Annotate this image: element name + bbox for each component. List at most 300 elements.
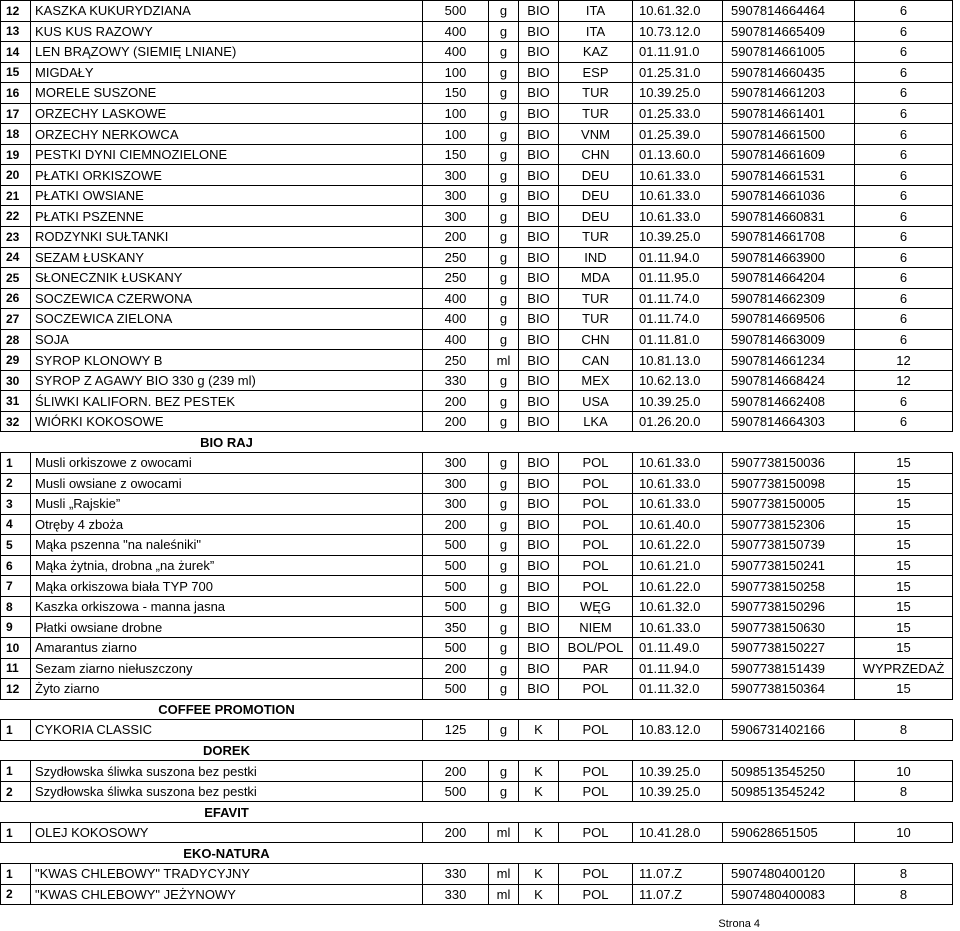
certification-cell: BIO bbox=[519, 42, 559, 63]
pack-size-cell: 15 bbox=[855, 494, 953, 515]
quantity-cell: 200 bbox=[423, 391, 489, 412]
row-number-cell: 22 bbox=[1, 206, 31, 227]
table-row bbox=[1, 863, 953, 884]
unit-cell: g bbox=[489, 309, 519, 330]
row-number-cell: 12 bbox=[1, 1, 31, 22]
row-number-cell: 27 bbox=[1, 309, 31, 330]
ean-code-cell: 5098513545250 bbox=[723, 761, 855, 782]
unit-cell: g bbox=[489, 329, 519, 350]
quantity-cell: 200 bbox=[423, 227, 489, 248]
product-name-cell: Żyto ziarno bbox=[31, 679, 423, 700]
pack-size-cell: 8 bbox=[855, 863, 953, 884]
table-row bbox=[1, 720, 953, 741]
certification-cell: BIO bbox=[519, 617, 559, 638]
pack-size-cell: WYPRZEDAŻ bbox=[855, 658, 953, 679]
ean-code-cell: 5907814661500 bbox=[723, 124, 855, 145]
ean-code-cell: 5907480400083 bbox=[723, 884, 855, 905]
row-number-cell: 9 bbox=[1, 617, 31, 638]
pkwiu-code-cell: 10.39.25.0 bbox=[633, 227, 723, 248]
section-header-row bbox=[1, 699, 953, 720]
pack-size-cell: 12 bbox=[855, 370, 953, 391]
quantity-cell: 300 bbox=[423, 453, 489, 474]
row-number-cell: 26 bbox=[1, 288, 31, 309]
country-code-cell: POL bbox=[559, 863, 633, 884]
country-code-cell: DEU bbox=[559, 165, 633, 186]
row-number-cell: 19 bbox=[1, 144, 31, 165]
unit-cell: g bbox=[489, 268, 519, 289]
product-name-cell: LEN BRĄZOWY (SIEMIĘ LNIANE) bbox=[31, 42, 423, 63]
unit-cell: g bbox=[489, 21, 519, 42]
pack-size-cell: 10 bbox=[855, 822, 953, 843]
pack-size-cell: 6 bbox=[855, 411, 953, 432]
table-row bbox=[1, 370, 953, 391]
table-row bbox=[1, 391, 953, 412]
certification-cell: BIO bbox=[519, 679, 559, 700]
table-row bbox=[1, 761, 953, 782]
country-code-cell: POL bbox=[559, 576, 633, 597]
pack-size-cell: 15 bbox=[855, 617, 953, 638]
row-number-cell: 11 bbox=[1, 658, 31, 679]
quantity-cell: 330 bbox=[423, 370, 489, 391]
ean-code-cell: 5907814661234 bbox=[723, 350, 855, 371]
pack-size-cell: 6 bbox=[855, 1, 953, 22]
pack-size-cell: 6 bbox=[855, 206, 953, 227]
certification-cell: K bbox=[519, 822, 559, 843]
certification-cell: BIO bbox=[519, 124, 559, 145]
row-number-cell: 1 bbox=[1, 863, 31, 884]
quantity-cell: 250 bbox=[423, 247, 489, 268]
quantity-cell: 500 bbox=[423, 576, 489, 597]
row-number-cell: 2 bbox=[1, 884, 31, 905]
pkwiu-code-cell: 10.61.40.0 bbox=[633, 514, 723, 535]
pkwiu-code-cell: 10.81.13.0 bbox=[633, 350, 723, 371]
table-row bbox=[1, 165, 953, 186]
pkwiu-code-cell: 01.11.91.0 bbox=[633, 42, 723, 63]
section-header-row bbox=[1, 740, 953, 761]
unit-cell: g bbox=[489, 206, 519, 227]
row-number-cell: 4 bbox=[1, 514, 31, 535]
country-code-cell: POL bbox=[559, 514, 633, 535]
certification-cell: BIO bbox=[519, 453, 559, 474]
pkwiu-code-cell: 10.61.33.0 bbox=[633, 453, 723, 474]
table-row bbox=[1, 411, 953, 432]
product-name-cell: SOJA bbox=[31, 329, 423, 350]
pack-size-cell: 15 bbox=[855, 555, 953, 576]
ean-code-cell: 5907814660435 bbox=[723, 62, 855, 83]
pkwiu-code-cell: 10.61.33.0 bbox=[633, 185, 723, 206]
section-header-row bbox=[1, 802, 953, 823]
row-number-cell: 8 bbox=[1, 596, 31, 617]
pack-size-cell: 6 bbox=[855, 288, 953, 309]
country-code-cell: ITA bbox=[559, 1, 633, 22]
unit-cell: ml bbox=[489, 822, 519, 843]
pack-size-cell: 15 bbox=[855, 596, 953, 617]
section-title: DOREK bbox=[203, 742, 250, 758]
table-row bbox=[1, 781, 953, 802]
unit-cell: g bbox=[489, 124, 519, 145]
pkwiu-code-cell: 10.41.28.0 bbox=[633, 822, 723, 843]
pkwiu-code-cell: 01.11.32.0 bbox=[633, 679, 723, 700]
table-row bbox=[1, 247, 953, 268]
unit-cell: g bbox=[489, 144, 519, 165]
country-code-cell: KAZ bbox=[559, 42, 633, 63]
unit-cell: g bbox=[489, 514, 519, 535]
product-name-cell: Musli owsiane z owocami bbox=[31, 473, 423, 494]
unit-cell: g bbox=[489, 555, 519, 576]
pkwiu-code-cell: 01.11.95.0 bbox=[633, 268, 723, 289]
table-row bbox=[1, 62, 953, 83]
ean-code-cell: 5907814661036 bbox=[723, 185, 855, 206]
pkwiu-code-cell: 10.39.25.0 bbox=[633, 391, 723, 412]
ean-code-cell: 5907814661005 bbox=[723, 42, 855, 63]
quantity-cell: 400 bbox=[423, 42, 489, 63]
table-row bbox=[1, 185, 953, 206]
certification-cell: BIO bbox=[519, 21, 559, 42]
pack-size-cell: 6 bbox=[855, 185, 953, 206]
pack-size-cell: 6 bbox=[855, 144, 953, 165]
country-code-cell: LKA bbox=[559, 411, 633, 432]
ean-code-cell: 5907814664303 bbox=[723, 411, 855, 432]
certification-cell: BIO bbox=[519, 206, 559, 227]
unit-cell: ml bbox=[489, 350, 519, 371]
certification-cell: BIO bbox=[519, 1, 559, 22]
product-name-cell: ORZECHY NERKOWCA bbox=[31, 124, 423, 145]
product-name-cell: Płatki owsiane drobne bbox=[31, 617, 423, 638]
pack-size-cell: 6 bbox=[855, 62, 953, 83]
product-name-cell: ORZECHY LASKOWE bbox=[31, 103, 423, 124]
section-spacer bbox=[1, 699, 31, 720]
section-spacer bbox=[1, 802, 31, 823]
product-name-cell: KASZKA KUKURYDZIANA bbox=[31, 1, 423, 22]
table-row bbox=[1, 144, 953, 165]
certification-cell: BIO bbox=[519, 185, 559, 206]
unit-cell: g bbox=[489, 247, 519, 268]
ean-code-cell: 5907814661609 bbox=[723, 144, 855, 165]
page-number: Strona 4 bbox=[718, 918, 760, 930]
unit-cell: g bbox=[489, 227, 519, 248]
quantity-cell: 400 bbox=[423, 21, 489, 42]
ean-code-cell: 5907814668424 bbox=[723, 370, 855, 391]
pack-size-cell: 6 bbox=[855, 391, 953, 412]
country-code-cell: IND bbox=[559, 247, 633, 268]
table-row bbox=[1, 329, 953, 350]
row-number-cell: 25 bbox=[1, 268, 31, 289]
country-code-cell: ESP bbox=[559, 62, 633, 83]
unit-cell: g bbox=[489, 658, 519, 679]
unit-cell: g bbox=[489, 411, 519, 432]
ean-code-cell: 5098513545242 bbox=[723, 781, 855, 802]
ean-code-cell: 5907738150630 bbox=[723, 617, 855, 638]
product-name-cell: Amarantus ziarno bbox=[31, 637, 423, 658]
pack-size-cell: 6 bbox=[855, 103, 953, 124]
pkwiu-code-cell: 10.61.33.0 bbox=[633, 206, 723, 227]
certification-cell: BIO bbox=[519, 391, 559, 412]
ean-code-cell: 5907814665409 bbox=[723, 21, 855, 42]
pkwiu-code-cell: 10.61.33.0 bbox=[633, 494, 723, 515]
ean-code-cell: 5907738150005 bbox=[723, 494, 855, 515]
row-number-cell: 1 bbox=[1, 761, 31, 782]
certification-cell: BIO bbox=[519, 227, 559, 248]
certification-cell: BIO bbox=[519, 350, 559, 371]
row-number-cell: 12 bbox=[1, 679, 31, 700]
ean-code-cell: 5907814662408 bbox=[723, 391, 855, 412]
unit-cell: g bbox=[489, 165, 519, 186]
row-number-cell: 5 bbox=[1, 535, 31, 556]
certification-cell: BIO bbox=[519, 555, 559, 576]
product-name-cell: SOCZEWICA CZERWONA bbox=[31, 288, 423, 309]
pack-size-cell: 15 bbox=[855, 473, 953, 494]
certification-cell: K bbox=[519, 863, 559, 884]
pack-size-cell: 8 bbox=[855, 781, 953, 802]
row-number-cell: 1 bbox=[1, 720, 31, 741]
certification-cell: BIO bbox=[519, 576, 559, 597]
table-row bbox=[1, 453, 953, 474]
ean-code-cell: 5907738150098 bbox=[723, 473, 855, 494]
pkwiu-code-cell: 10.61.32.0 bbox=[633, 596, 723, 617]
quantity-cell: 500 bbox=[423, 781, 489, 802]
certification-cell: BIO bbox=[519, 165, 559, 186]
ean-code-cell: 5907814660831 bbox=[723, 206, 855, 227]
ean-code-cell: 5907738150739 bbox=[723, 535, 855, 556]
pkwiu-code-cell: 10.61.33.0 bbox=[633, 165, 723, 186]
quantity-cell: 200 bbox=[423, 822, 489, 843]
ean-code-cell: 5907814661203 bbox=[723, 83, 855, 104]
pkwiu-code-cell: 01.11.94.0 bbox=[633, 247, 723, 268]
pkwiu-code-cell: 01.25.33.0 bbox=[633, 103, 723, 124]
quantity-cell: 250 bbox=[423, 268, 489, 289]
table-row bbox=[1, 1, 953, 22]
product-name-cell: PŁATKI PSZENNE bbox=[31, 206, 423, 227]
certification-cell: BIO bbox=[519, 288, 559, 309]
product-name-cell: RODZYNKI SUŁTANKI bbox=[31, 227, 423, 248]
ean-code-cell: 5907814661531 bbox=[723, 165, 855, 186]
product-name-cell: PŁATKI OWSIANE bbox=[31, 185, 423, 206]
quantity-cell: 250 bbox=[423, 350, 489, 371]
pack-size-cell: 15 bbox=[855, 514, 953, 535]
quantity-cell: 500 bbox=[423, 596, 489, 617]
certification-cell: BIO bbox=[519, 494, 559, 515]
pack-size-cell: 6 bbox=[855, 268, 953, 289]
country-code-cell: WĘG bbox=[559, 596, 633, 617]
table-row bbox=[1, 822, 953, 843]
table-row bbox=[1, 596, 953, 617]
product-name-cell: PŁATKI ORKISZOWE bbox=[31, 165, 423, 186]
row-number-cell: 16 bbox=[1, 83, 31, 104]
pkwiu-code-cell: 10.61.33.0 bbox=[633, 473, 723, 494]
section-spacer bbox=[423, 843, 953, 864]
country-code-cell: POL bbox=[559, 473, 633, 494]
product-name-cell: Musli „Rajskie” bbox=[31, 494, 423, 515]
table-row bbox=[1, 555, 953, 576]
ean-code-cell: 5907738150227 bbox=[723, 637, 855, 658]
product-name-cell: SŁONECZNIK ŁUSKANY bbox=[31, 268, 423, 289]
quantity-cell: 500 bbox=[423, 637, 489, 658]
ean-code-cell: 5907738150364 bbox=[723, 679, 855, 700]
certification-cell: K bbox=[519, 761, 559, 782]
quantity-cell: 100 bbox=[423, 103, 489, 124]
row-number-cell: 7 bbox=[1, 576, 31, 597]
ean-code-cell: 5907814661401 bbox=[723, 103, 855, 124]
quantity-cell: 200 bbox=[423, 658, 489, 679]
product-name-cell: Szydłowska śliwka suszona bez pestki bbox=[31, 761, 423, 782]
table-row bbox=[1, 309, 953, 330]
pkwiu-code-cell: 10.39.25.0 bbox=[633, 781, 723, 802]
section-title: BIO RAJ bbox=[200, 434, 253, 450]
pkwiu-code-cell: 10.83.12.0 bbox=[633, 720, 723, 741]
quantity-cell: 500 bbox=[423, 555, 489, 576]
country-code-cell: TUR bbox=[559, 103, 633, 124]
country-code-cell: ITA bbox=[559, 21, 633, 42]
section-spacer bbox=[423, 740, 953, 761]
product-name-cell: Szydłowska śliwka suszona bez pestki bbox=[31, 781, 423, 802]
pack-size-cell: 6 bbox=[855, 247, 953, 268]
table-row bbox=[1, 103, 953, 124]
section-spacer bbox=[1, 740, 31, 761]
unit-cell: g bbox=[489, 637, 519, 658]
row-number-cell: 3 bbox=[1, 494, 31, 515]
table-row bbox=[1, 21, 953, 42]
row-number-cell: 29 bbox=[1, 350, 31, 371]
certification-cell: BIO bbox=[519, 637, 559, 658]
quantity-cell: 400 bbox=[423, 288, 489, 309]
certification-cell: BIO bbox=[519, 370, 559, 391]
row-number-cell: 2 bbox=[1, 473, 31, 494]
country-code-cell: CAN bbox=[559, 350, 633, 371]
section-spacer bbox=[423, 432, 953, 453]
product-name-cell: MORELE SUSZONE bbox=[31, 83, 423, 104]
certification-cell: BIO bbox=[519, 144, 559, 165]
country-code-cell: CHN bbox=[559, 329, 633, 350]
table-row bbox=[1, 514, 953, 535]
product-name-cell: Kaszka orkiszowa - manna jasna bbox=[31, 596, 423, 617]
pkwiu-code-cell: 10.39.25.0 bbox=[633, 83, 723, 104]
ean-code-cell: 5907814663900 bbox=[723, 247, 855, 268]
table-row bbox=[1, 206, 953, 227]
certification-cell: BIO bbox=[519, 411, 559, 432]
unit-cell: g bbox=[489, 473, 519, 494]
quantity-cell: 100 bbox=[423, 124, 489, 145]
pkwiu-code-cell: 10.61.21.0 bbox=[633, 555, 723, 576]
table-row bbox=[1, 473, 953, 494]
unit-cell: g bbox=[489, 596, 519, 617]
quantity-cell: 300 bbox=[423, 185, 489, 206]
ean-code-cell: 5907738150241 bbox=[723, 555, 855, 576]
table-row bbox=[1, 494, 953, 515]
ean-code-cell: 5907738150296 bbox=[723, 596, 855, 617]
pkwiu-code-cell: 01.11.74.0 bbox=[633, 288, 723, 309]
row-number-cell: 6 bbox=[1, 555, 31, 576]
country-code-cell: POL bbox=[559, 761, 633, 782]
country-code-cell: PAR bbox=[559, 658, 633, 679]
pack-size-cell: 6 bbox=[855, 42, 953, 63]
quantity-cell: 300 bbox=[423, 473, 489, 494]
country-code-cell: POL bbox=[559, 781, 633, 802]
certification-cell: BIO bbox=[519, 658, 559, 679]
country-code-cell: TUR bbox=[559, 227, 633, 248]
table-row bbox=[1, 83, 953, 104]
row-number-cell: 30 bbox=[1, 370, 31, 391]
pkwiu-code-cell: 11.07.Z bbox=[633, 863, 723, 884]
pack-size-cell: 6 bbox=[855, 227, 953, 248]
pack-size-cell: 12 bbox=[855, 350, 953, 371]
row-number-cell: 1 bbox=[1, 453, 31, 474]
row-number-cell: 20 bbox=[1, 165, 31, 186]
pack-size-cell: 6 bbox=[855, 329, 953, 350]
row-number-cell: 32 bbox=[1, 411, 31, 432]
pack-size-cell: 15 bbox=[855, 535, 953, 556]
pkwiu-code-cell: 10.39.25.0 bbox=[633, 761, 723, 782]
row-number-cell: 2 bbox=[1, 781, 31, 802]
pkwiu-code-cell: 10.61.22.0 bbox=[633, 576, 723, 597]
product-name-cell: ŚLIWKI KALIFORN. BEZ PESTEK bbox=[31, 391, 423, 412]
certification-cell: BIO bbox=[519, 596, 559, 617]
pack-size-cell: 15 bbox=[855, 679, 953, 700]
unit-cell: g bbox=[489, 617, 519, 638]
pack-size-cell: 6 bbox=[855, 165, 953, 186]
pkwiu-code-cell: 01.11.49.0 bbox=[633, 637, 723, 658]
table-row bbox=[1, 124, 953, 145]
section-header-row bbox=[1, 432, 953, 453]
section-spacer bbox=[1, 432, 31, 453]
ean-code-cell: 5907738151439 bbox=[723, 658, 855, 679]
unit-cell: g bbox=[489, 185, 519, 206]
quantity-cell: 200 bbox=[423, 411, 489, 432]
row-number-cell: 21 bbox=[1, 185, 31, 206]
section-spacer bbox=[423, 699, 953, 720]
country-code-cell: POL bbox=[559, 555, 633, 576]
table-row bbox=[1, 350, 953, 371]
country-code-cell: VNM bbox=[559, 124, 633, 145]
country-code-cell: TUR bbox=[559, 288, 633, 309]
pkwiu-code-cell: 10.62.13.0 bbox=[633, 370, 723, 391]
pkwiu-code-cell: 10.73.12.0 bbox=[633, 21, 723, 42]
row-number-cell: 24 bbox=[1, 247, 31, 268]
unit-cell: g bbox=[489, 62, 519, 83]
country-code-cell: DEU bbox=[559, 185, 633, 206]
pkwiu-code-cell: 10.61.33.0 bbox=[633, 617, 723, 638]
product-name-cell: Sezam ziarno niełuszczony bbox=[31, 658, 423, 679]
country-code-cell: TUR bbox=[559, 309, 633, 330]
quantity-cell: 300 bbox=[423, 165, 489, 186]
row-number-cell: 17 bbox=[1, 103, 31, 124]
pack-size-cell: 6 bbox=[855, 21, 953, 42]
pack-size-cell: 15 bbox=[855, 637, 953, 658]
certification-cell: K bbox=[519, 720, 559, 741]
pkwiu-code-cell: 01.25.39.0 bbox=[633, 124, 723, 145]
table-row bbox=[1, 268, 953, 289]
country-code-cell: BOL/POL bbox=[559, 637, 633, 658]
product-name-cell: WIÓRKI KOKOSOWE bbox=[31, 411, 423, 432]
pkwiu-code-cell: 01.11.81.0 bbox=[633, 329, 723, 350]
unit-cell: g bbox=[489, 83, 519, 104]
table-row bbox=[1, 637, 953, 658]
product-name-cell: PESTKI DYNI CIEMNOZIELONE bbox=[31, 144, 423, 165]
ean-code-cell: 5907814664464 bbox=[723, 1, 855, 22]
ean-code-cell: 5907738152306 bbox=[723, 514, 855, 535]
quantity-cell: 150 bbox=[423, 144, 489, 165]
certification-cell: BIO bbox=[519, 62, 559, 83]
pack-size-cell: 6 bbox=[855, 124, 953, 145]
certification-cell: BIO bbox=[519, 247, 559, 268]
certification-cell: BIO bbox=[519, 309, 559, 330]
row-number-cell: 28 bbox=[1, 329, 31, 350]
table-row bbox=[1, 42, 953, 63]
product-name-cell: OLEJ KOKOSOWY bbox=[31, 822, 423, 843]
section-spacer bbox=[1, 843, 31, 864]
product-table-body bbox=[1, 1, 953, 905]
country-code-cell: POL bbox=[559, 822, 633, 843]
ean-code-cell: 5907480400120 bbox=[723, 863, 855, 884]
